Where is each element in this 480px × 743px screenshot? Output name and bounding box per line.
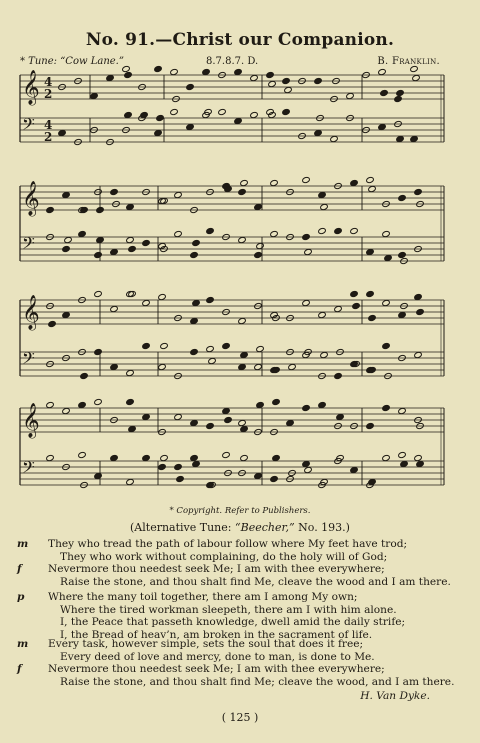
note-head	[398, 194, 406, 201]
note-head	[382, 342, 390, 349]
note-head	[192, 299, 200, 306]
note-head	[222, 451, 230, 458]
note-head	[256, 401, 264, 408]
note-head	[46, 206, 54, 213]
note-head	[302, 460, 310, 467]
note-head	[208, 357, 216, 364]
stanza-line	[17, 638, 457, 651]
note-head	[254, 251, 262, 258]
note-head	[238, 317, 246, 324]
note-head	[190, 251, 198, 258]
note-head	[46, 454, 54, 461]
dynamic-mark: p	[17, 591, 25, 603]
note-head	[126, 398, 134, 405]
note-head	[416, 460, 424, 467]
line-text: Every deed of love and mercy, done to man, is done to Me.	[60, 650, 375, 663]
stanza-line	[17, 551, 457, 564]
note-head	[174, 230, 182, 237]
note-head	[254, 472, 262, 479]
stanza-line	[17, 563, 457, 576]
note-head	[282, 108, 290, 115]
note-head	[174, 191, 182, 198]
stanza-line	[17, 651, 457, 664]
note-head	[240, 179, 248, 186]
note-head	[318, 311, 326, 318]
note-head	[368, 314, 376, 321]
note-head	[366, 176, 374, 183]
note-head	[186, 123, 194, 130]
note-head	[192, 460, 200, 467]
stanza-line	[17, 604, 457, 617]
note-head	[176, 475, 184, 482]
note-head	[414, 293, 422, 300]
note-head	[140, 111, 148, 118]
note-head	[122, 65, 130, 72]
note-head	[46, 401, 54, 408]
bass-clef-icon: 𝄢	[22, 114, 35, 138]
note-head	[302, 404, 310, 411]
note-head	[414, 188, 422, 195]
note-head	[94, 472, 102, 479]
treble-clef-icon: 𝄞	[22, 181, 40, 216]
time-signature-bottom: 2	[44, 87, 53, 101]
note-head	[62, 311, 70, 318]
note-head	[250, 74, 258, 81]
note-head	[318, 191, 326, 198]
note-head	[160, 342, 168, 349]
note-head	[126, 478, 134, 485]
line-text: They who tread the path of labour follow where My feet have trod;	[48, 538, 408, 550]
note-head	[334, 372, 342, 379]
note-head	[222, 407, 230, 414]
note-head	[154, 129, 162, 136]
note-head	[270, 179, 278, 186]
note-head	[190, 454, 198, 461]
copyright-note: * Copyright. Refer to Publishers.	[169, 506, 311, 516]
note-head	[94, 348, 102, 355]
line-text: I, the Bread of heav’n, am broken in the sacrament of life.	[60, 628, 373, 641]
note-head	[366, 290, 374, 297]
alternative-tune	[0, 521, 480, 534]
note-head	[304, 248, 312, 255]
note-head	[222, 342, 230, 349]
note-head	[224, 416, 232, 423]
note-head	[416, 308, 424, 315]
note-head	[410, 65, 418, 72]
note-head	[62, 245, 70, 252]
bass-clef-icon: 𝄢	[22, 233, 35, 257]
line-text: Every task, however simple, sets the soul that does it free;	[48, 638, 364, 650]
note-head	[110, 305, 118, 312]
note-head	[218, 108, 226, 115]
note-head	[124, 71, 132, 78]
treble-clef-icon: 𝄞	[22, 295, 40, 330]
treble-clef-icon: 𝄞	[22, 70, 40, 105]
note-head	[382, 404, 390, 411]
note-head	[380, 89, 388, 96]
stanza-line	[17, 576, 457, 589]
note-head	[378, 68, 386, 75]
composer: B. Franklin.	[377, 56, 440, 67]
note-head	[346, 92, 354, 99]
note-head	[192, 239, 200, 246]
note-head	[190, 419, 198, 426]
note-head	[318, 401, 326, 408]
note-head	[302, 176, 310, 183]
note-head	[206, 422, 214, 429]
note-head	[234, 117, 242, 124]
note-head	[238, 188, 246, 195]
note-head	[62, 191, 70, 198]
note-head	[106, 74, 114, 81]
note-head	[414, 351, 422, 358]
note-head	[410, 135, 418, 142]
note-head	[398, 251, 406, 258]
note-head	[330, 135, 338, 142]
stanza-line	[17, 591, 457, 604]
note-head	[350, 290, 358, 297]
note-head	[240, 454, 248, 461]
line-text: Raise the stone, and thou shalt find Me, cleave the wood and I am there.	[60, 575, 451, 588]
dynamic-mark: m	[17, 538, 29, 550]
note-head	[110, 363, 118, 370]
note-head	[110, 248, 118, 255]
stanza-line	[17, 616, 457, 629]
note-head	[170, 108, 178, 115]
note-head	[284, 86, 292, 93]
note-head	[384, 254, 392, 261]
note-head	[398, 311, 406, 318]
stanza-3	[17, 638, 457, 688]
note-head	[350, 179, 358, 186]
note-head	[126, 203, 134, 210]
time-signature-top: 4	[44, 75, 53, 89]
note-head	[94, 398, 102, 405]
note-head	[270, 475, 278, 482]
note-head	[302, 299, 310, 306]
note-head	[142, 239, 150, 246]
note-head	[352, 302, 360, 309]
note-head	[400, 460, 408, 467]
note-head	[238, 363, 246, 370]
note-head	[80, 372, 88, 379]
note-head	[110, 188, 118, 195]
tune-name: * Tune: “Cow Lane.”	[20, 56, 124, 67]
author: H. Van Dyke.	[360, 690, 430, 702]
note-head	[368, 478, 376, 485]
page-number: ( 125 )	[221, 711, 259, 724]
line-text: I, the Peace that passeth knowledge, dwell amid the daily strife;	[60, 616, 406, 629]
note-head	[366, 422, 374, 429]
note-head	[64, 236, 72, 243]
note-head	[234, 68, 242, 75]
stanza-line	[17, 538, 457, 551]
note-head	[126, 236, 134, 243]
dynamic-mark: m	[17, 638, 29, 650]
note-head	[398, 407, 406, 414]
note-head	[94, 290, 102, 297]
time-signature-bottom: 2	[44, 130, 53, 144]
note-head	[396, 89, 404, 96]
alt-tune-suffix: No. 193.)	[294, 521, 350, 534]
note-head	[158, 463, 166, 470]
note-head	[206, 345, 214, 352]
bass-clef-icon: 𝄢	[22, 348, 35, 372]
note-head	[250, 111, 258, 118]
stanza-1	[17, 538, 457, 588]
note-head	[396, 135, 404, 142]
note-head	[78, 230, 86, 237]
note-head	[382, 299, 390, 306]
note-head	[206, 227, 214, 234]
hymn-title: No. 91.—Christ our Companion.	[85, 30, 395, 50]
note-head	[142, 299, 150, 306]
line-text: Nevermore thou needest seek Me; I am with thee everywhere;	[48, 563, 385, 576]
note-head	[254, 203, 262, 210]
note-head	[266, 71, 274, 78]
note-head	[268, 80, 276, 87]
note-head	[186, 83, 194, 90]
note-head	[202, 68, 210, 75]
note-head	[334, 227, 342, 234]
line-text: Nevermore thou needest seek Me; I am with thee everywhere;	[48, 663, 385, 676]
note-head	[320, 351, 328, 358]
alt-tune-name: “Beecher,”	[234, 521, 295, 534]
note-head	[414, 454, 422, 461]
note-head	[78, 401, 86, 408]
line-text: Where the tired workman sleepeth, there am I with him alone.	[60, 603, 397, 616]
note-head	[128, 245, 136, 252]
note-head	[238, 419, 246, 426]
bass-clef-icon: 𝄢	[22, 457, 35, 481]
note-head	[124, 111, 132, 118]
note-head	[90, 92, 98, 99]
note-head	[78, 451, 86, 458]
note-head	[142, 413, 150, 420]
note-head	[142, 454, 150, 461]
time-signature-top: 4	[44, 118, 53, 132]
note-head	[350, 227, 358, 234]
note-head	[336, 413, 344, 420]
note-head	[334, 305, 342, 312]
note-head	[142, 342, 150, 349]
note-head	[366, 248, 374, 255]
line-text: Where the many toil together, there am I among My own;	[48, 591, 358, 603]
note-head	[158, 293, 166, 300]
note-head	[206, 296, 214, 303]
note-head	[240, 425, 248, 432]
note-head	[174, 413, 182, 420]
note-head	[110, 454, 118, 461]
stanza-line	[17, 663, 457, 676]
note-head	[398, 451, 406, 458]
note-head	[272, 454, 280, 461]
note-head	[254, 363, 262, 370]
note-head	[320, 203, 328, 210]
note-head	[382, 230, 390, 237]
note-head	[314, 129, 322, 136]
note-head	[314, 77, 322, 84]
note-head	[160, 454, 168, 461]
note-head	[412, 74, 420, 81]
note-head	[272, 398, 280, 405]
treble-clef-icon: 𝄞	[22, 403, 40, 438]
note-head	[256, 242, 264, 249]
dynamic-mark: f	[17, 563, 22, 576]
note-head	[256, 345, 264, 352]
note-head	[190, 348, 198, 355]
note-head	[128, 425, 136, 432]
note-head	[94, 251, 102, 258]
line-text: They who work without complaining, do the holy will of God;	[60, 550, 388, 563]
note-head	[350, 466, 358, 473]
note-head	[126, 369, 134, 376]
note-head	[302, 233, 310, 240]
dynamic-mark: f	[17, 663, 22, 676]
note-head	[156, 114, 164, 121]
note-head	[304, 466, 312, 473]
note-head	[238, 236, 246, 243]
note-head	[58, 129, 66, 136]
note-head	[270, 230, 278, 237]
note-head	[190, 317, 198, 324]
note-head	[378, 123, 386, 130]
note-head	[158, 363, 166, 370]
note-head	[318, 227, 326, 234]
note-head	[48, 320, 56, 327]
note-head	[288, 363, 296, 370]
note-head	[282, 77, 290, 84]
note-head	[170, 68, 178, 75]
note-head	[382, 454, 390, 461]
note-head	[240, 351, 248, 358]
note-head	[286, 419, 294, 426]
stanza-line	[17, 676, 457, 689]
line-text: Raise the stone, and thou shalt find Me; cleave the wood, and I am there.	[60, 675, 455, 688]
alt-tune-prefix: (Alternative Tune:	[130, 521, 235, 534]
note-head	[394, 95, 402, 102]
meter: 8.7.8.7. D.	[206, 56, 259, 67]
note-head	[154, 65, 162, 72]
note-head	[368, 185, 376, 192]
note-head	[174, 463, 182, 470]
stanza-2	[17, 591, 457, 641]
note-head	[62, 407, 70, 414]
